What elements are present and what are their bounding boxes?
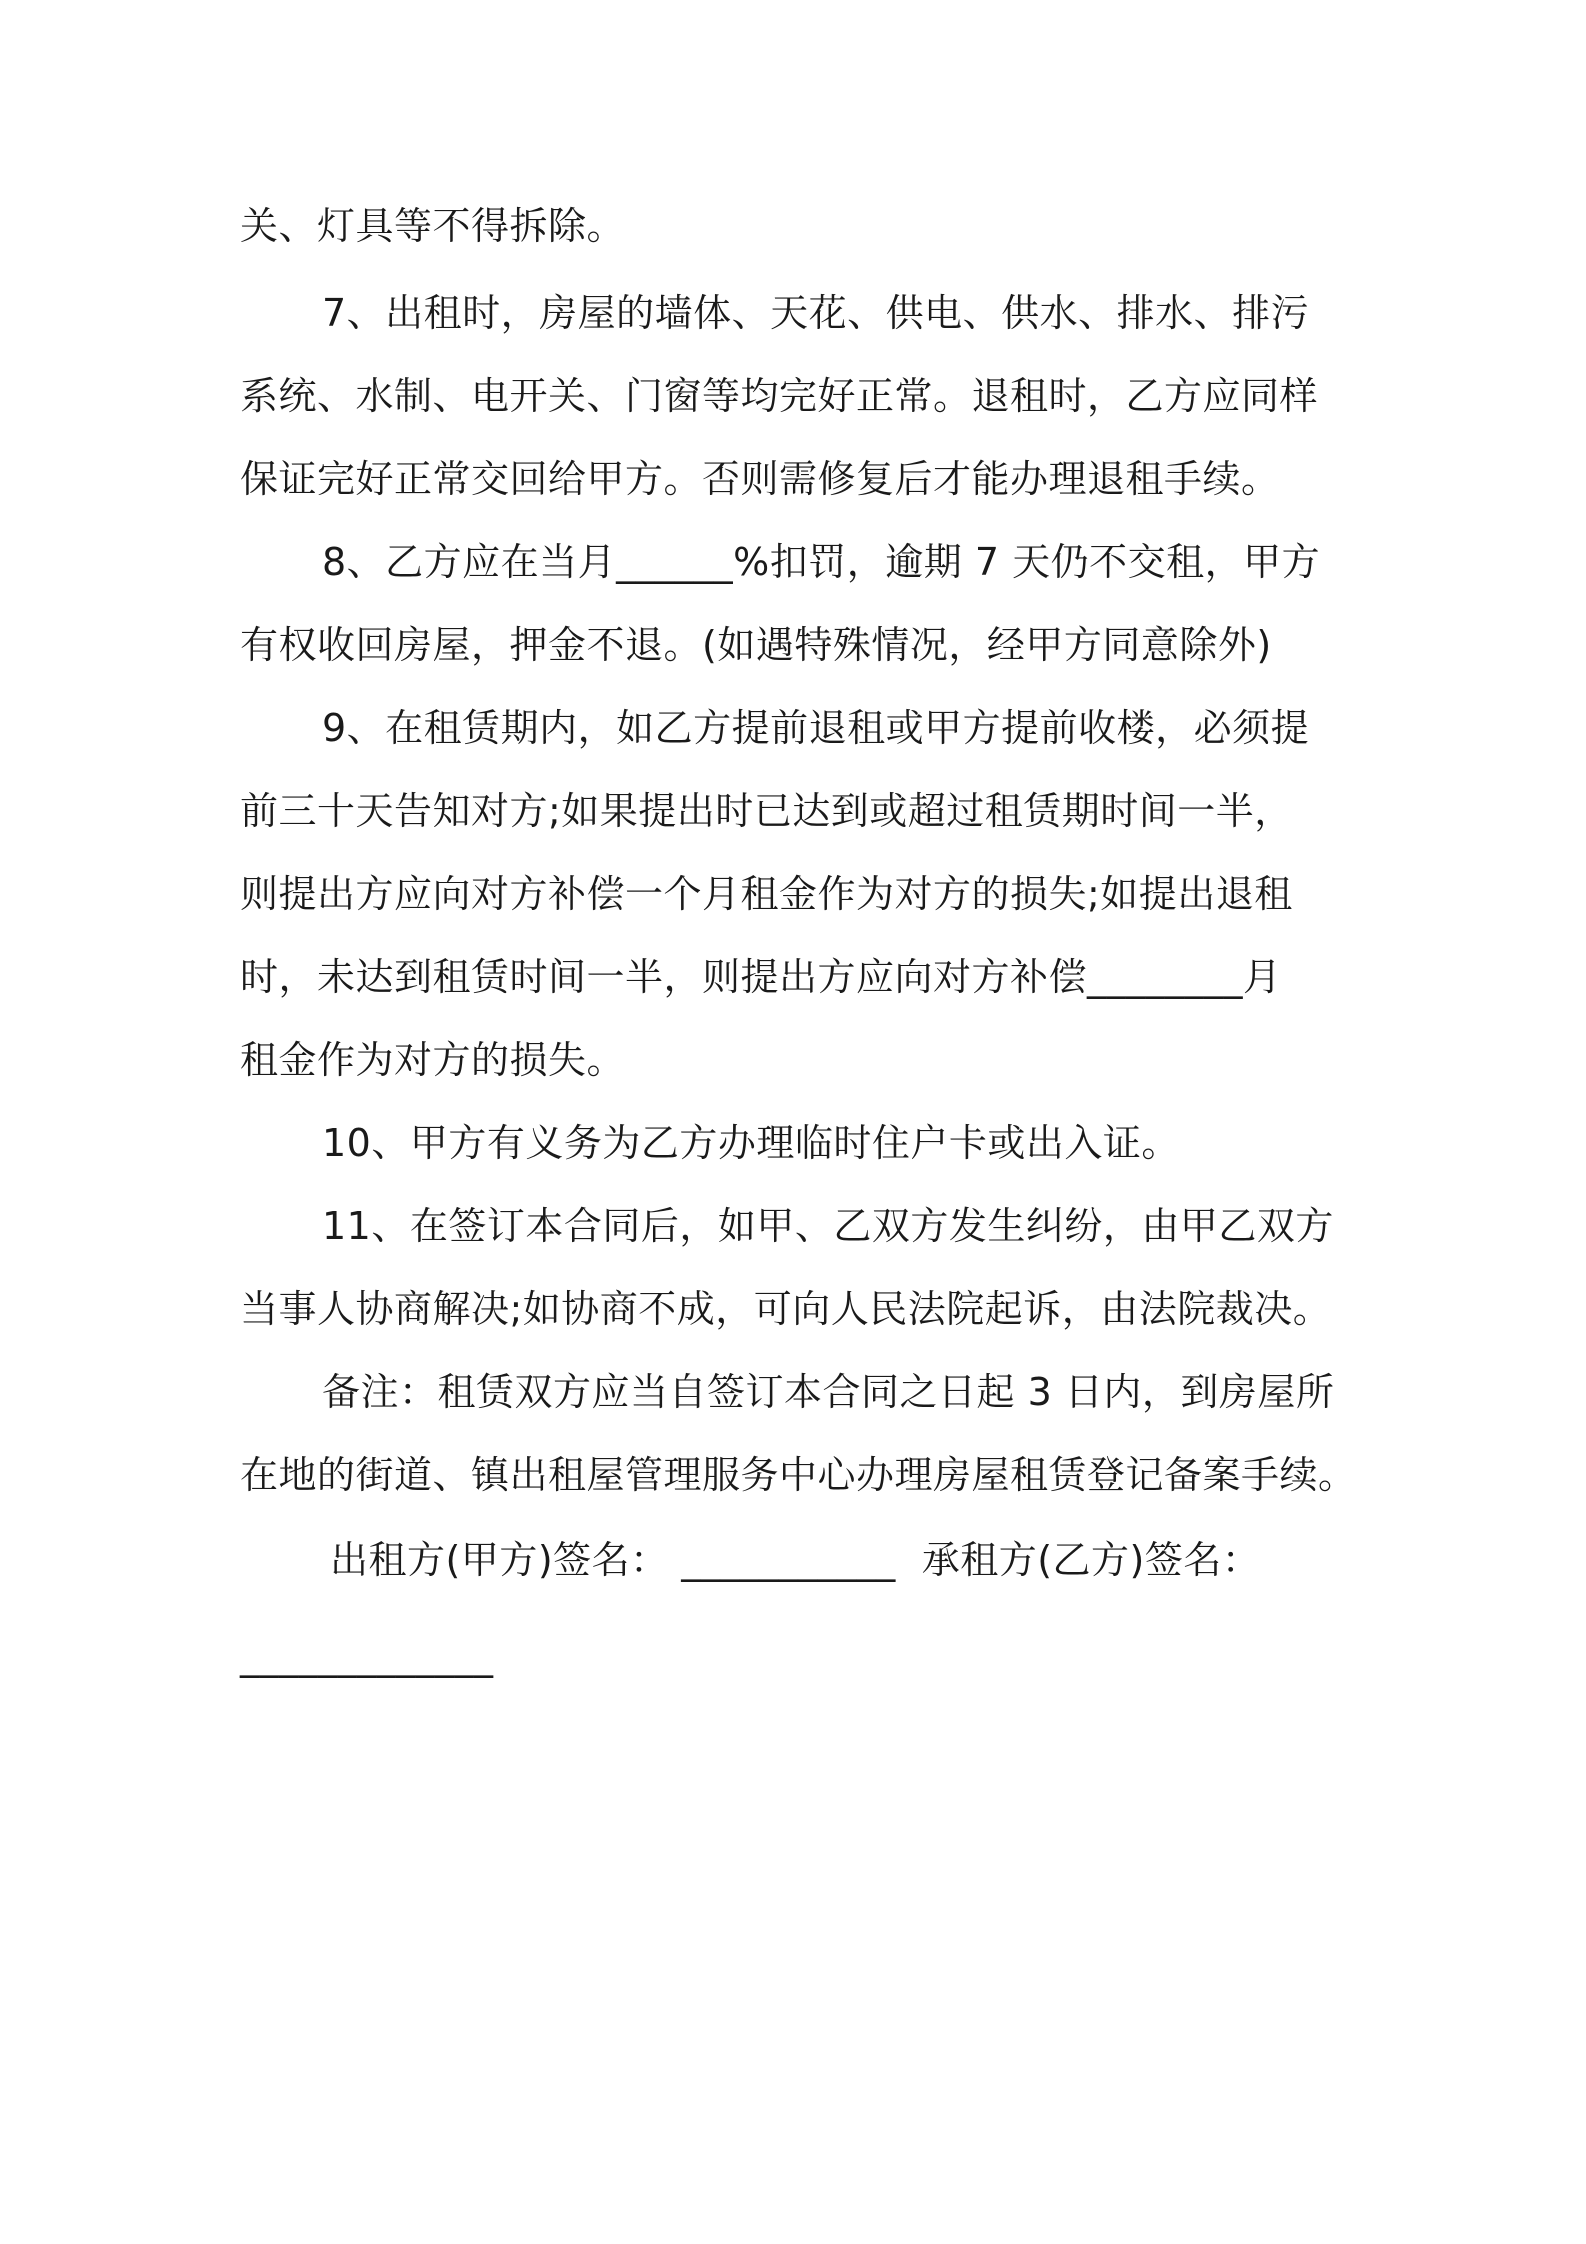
- lessor-signature: 出租方(甲方)签名： ___________: [330, 1538, 896, 1582]
- text-line: 有权收回房屋，押金不退。(如遇特殊情况，经甲方同意除外): [240, 623, 1272, 667]
- clause-9-line: 9、在租赁期内，如乙方提前退租或甲方提前收楼，必须提: [322, 706, 1310, 750]
- lessee-signature-blank: _____________: [240, 1634, 494, 1678]
- text-line: 保证完好正常交回给甲方。否则需修复后才能办理退租手续。: [240, 457, 1280, 501]
- clause-7-line: 7、出租时，房屋的墙体、天花、供电、供水、排水、排污: [322, 291, 1310, 335]
- text-line: 则提出方应向对方补偿一个月租金作为对方的损失;如提出退租: [240, 872, 1293, 916]
- note-line: 备注：租赁双方应当自签订本合同之日起 3 日内，到房屋所: [322, 1370, 1335, 1414]
- lessee-signature-label: 承租方(乙方)签名：: [921, 1538, 1261, 1582]
- clause-11-line: 11、在签订本合同后，如甲、乙双方发生纠纷，由甲乙双方: [322, 1204, 1334, 1248]
- text-line: 时，未达到租赁时间一半，则提出方应向对方补偿________月: [240, 955, 1282, 999]
- text-line: 前三十天告知对方;如果提出时已达到或超过租赁期时间一半，: [240, 789, 1293, 833]
- clause-8-line: 8、乙方应在当月______%扣罚，逾期 7 天仍不交租，甲方: [322, 540, 1321, 584]
- text-line: 关、灯具等不得拆除。: [240, 204, 626, 248]
- clause-10-line: 10、甲方有义务为乙方办理临时住户卡或出入证。: [322, 1121, 1180, 1165]
- text-line: 在地的街道、镇出租屋管理服务中心办理房屋租赁登记备案手续。: [240, 1453, 1357, 1497]
- text-line: 当事人协商解决;如协商不成，可向人民法院起诉，由法院裁决。: [240, 1287, 1332, 1331]
- signature-row: [330, 1534, 1260, 1586]
- text-line: 租金作为对方的损失。: [240, 1038, 626, 1082]
- text-line: 系统、水制、电开关、门窗等均完好正常。退租时，乙方应同样: [240, 374, 1319, 418]
